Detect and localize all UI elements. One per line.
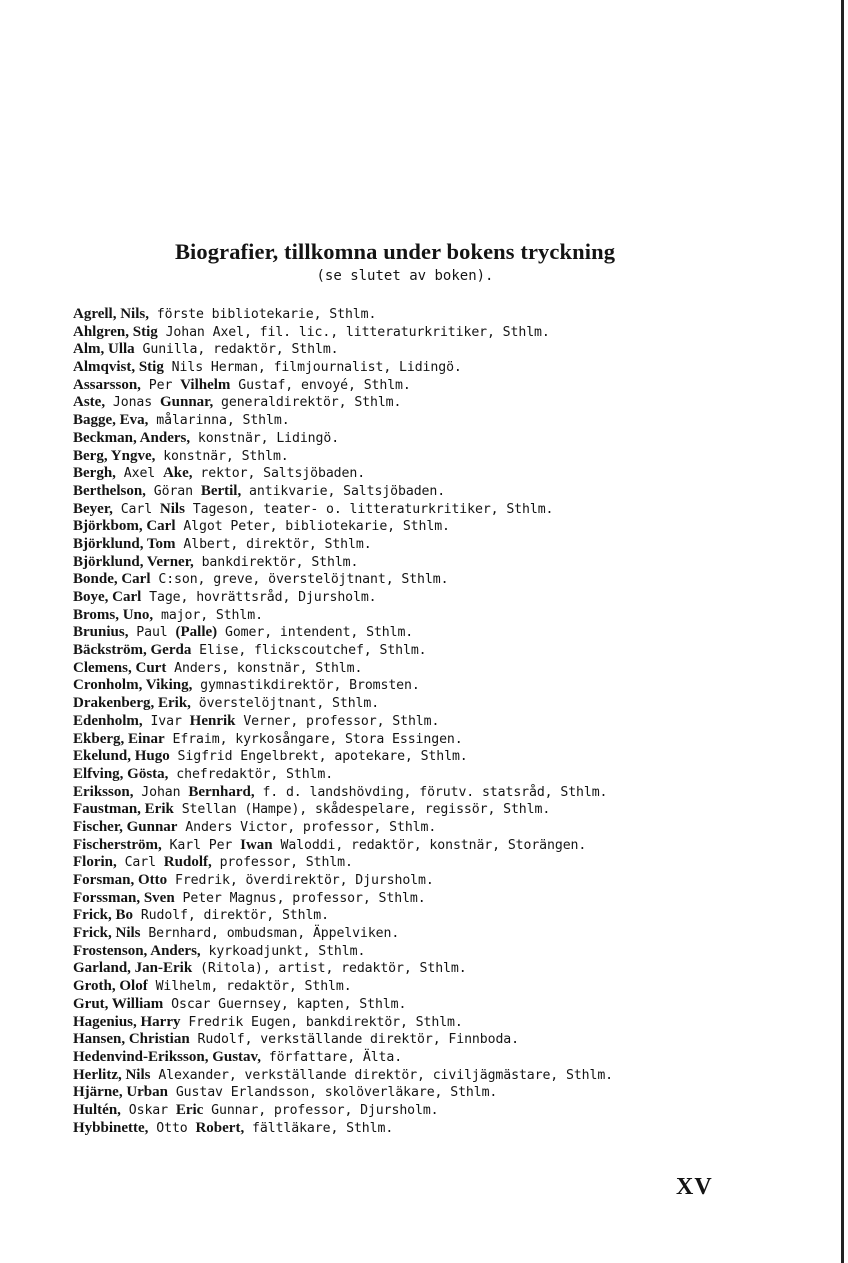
entry-text: Albert, direktör, Sthlm. [175,536,372,552]
entry-name-bold: Hybbinette, [73,1119,149,1136]
biography-entry [73,713,773,731]
entry-name-bold: Hjärne, Urban [73,1084,168,1101]
biography-entry [73,324,773,342]
entry-name-bold: (Palle) [175,624,218,641]
entry-text: Algot Peter, bibliotekarie, Sthlm. [175,519,450,535]
biography-entry [73,518,773,536]
entry-text: konstnär, Lidingö. [190,430,340,446]
biography-entry [73,872,773,890]
biography-entry [73,359,773,377]
entry-name-bold: Groth, Olof [73,978,148,995]
biography-entry [73,1084,773,1102]
entry-name-bold: Frick, Nils [73,925,141,942]
entry-text: Gomer, intendent, Sthlm. [217,625,414,641]
entry-text: överstelöjtnant, Sthlm. [190,696,380,712]
entry-name-bold: Fischerström, [73,836,162,853]
entry-name-bold: Rudolf, [163,854,212,871]
entry-text: Otto [148,1120,196,1136]
entry-text: Rudolf, direktör, Sthlm. [133,908,329,924]
page-edge [841,0,844,1263]
entry-name-bold: Vilhelm [180,376,231,393]
entry-name-bold: Grut, William [73,995,164,1012]
entry-text: Stellan (Hampe), skådespelare, regissör, Sthlm. [173,802,551,818]
entry-text: Fredrik, överdirektör, Djursholm. [167,873,434,888]
entry-name-bold: Frostenson, Anders, [73,942,201,959]
entry-text: Gustav Erlandsson, skolöverläkare, Sthlm. [168,1085,498,1101]
entry-text: Per [140,377,181,393]
entry-name-bold: Henrik [189,712,236,729]
biography-entry [73,677,773,695]
entry-name-bold: Almqvist, Stig [73,359,164,376]
biography-list [73,306,773,1137]
entry-text: Carl [116,855,164,871]
entry-text: Bernhard, ombudsman, Äppelviken. [140,926,400,942]
entry-text: Paul [128,625,176,641]
page-number: XV [676,1174,713,1200]
entry-text: Oskar [120,1102,176,1118]
entry-name-bold: Hultén, [73,1101,121,1118]
entry-text: Rudolf, verkställande direktör, Finnboda. [189,1032,519,1048]
entry-text: Gunnar, professor, Djursholm. [203,1102,439,1118]
page-title: Biografier, tillkomna under bokens tryckning [174,239,616,264]
entry-name-bold: Clemens, Curt [73,659,167,676]
entry-name-bold: Hansen, Christian [73,1031,190,1048]
entry-name-bold: Boye, Carl [73,589,142,605]
entry-name-bold: Berg, Yngve, [73,447,156,464]
entry-name-bold: Bonde, Carl [73,571,151,588]
entry-text: förste bibliotekarie, Sthlm. [148,307,377,322]
biography-entry [73,695,773,713]
entry-text: chefredaktör, Sthlm. [168,766,334,782]
entry-text: Gunilla, redaktör, Sthlm. [134,342,339,358]
biography-entry [73,341,773,359]
entry-name-bold: Beyer, [73,500,113,517]
entry-name-bold: Hagenius, Harry [73,1013,181,1030]
entry-text: Nils Herman, filmjournalist, Lidingö. [163,360,462,376]
biography-entry [73,448,773,466]
entry-name-bold: Edenholm, [73,712,143,729]
entry-text: rektor, Saltsjöbaden. [192,466,366,482]
entry-text: bankdirektör, Sthlm. [193,554,359,570]
entry-name-bold: Robert, [195,1119,245,1136]
entry-name-bold: Aste, [73,394,106,411]
entry-text: konstnär, Sthlm. [155,448,289,464]
entry-name-bold: Bertil, [200,482,242,499]
entry-name-bold: Florin, [73,854,117,871]
biography-entry [73,501,773,519]
biography-entry [73,589,773,607]
biography-entry [73,377,773,395]
page-subtitle: (se slutet av boken). [316,268,494,284]
entry-name-bold: Eric [175,1101,204,1118]
biography-entry [73,819,773,837]
entry-text: Alexander, verkställande direktör, civiljägmästare, Sthlm. [150,1067,614,1083]
entry-name-bold: Assarsson, [73,376,141,393]
entry-text: professor, Sthlm. [211,855,353,871]
entry-name-bold: Bäckström, Gerda [73,642,192,659]
entry-name-bold: Hedenvind-Eriksson, Gustav, [73,1048,261,1065]
entry-text: Gustaf, envoyé, Sthlm. [230,377,411,393]
biography-entry [73,978,773,996]
entry-text: kyrkoadjunkt, Sthlm. [200,943,366,959]
entry-text: Axel [115,466,163,482]
entry-text: Elise, flickscoutchef, Sthlm. [191,643,427,659]
biography-entry [73,801,773,819]
entry-name-bold: Forssman, Sven [73,889,175,906]
biography-entry [73,536,773,554]
entry-name-bold: Faustman, Erik [73,801,174,818]
biography-entry [73,766,773,784]
entry-name-bold: Broms, Uno, [73,606,154,623]
entry-text: Ivar [142,713,190,729]
biography-entry [73,1102,773,1120]
entry-text: Karl Per [161,837,241,853]
page-heading [0,238,790,286]
biography-entry [73,1067,773,1085]
entry-name-bold: Drakenberg, Erik, [73,695,191,712]
entry-name-bold: Ake, [162,465,193,482]
entry-name-bold: Björklund, Verner, [73,553,194,570]
entry-text: Tageson, teater- o. litteraturkritiker, Sthlm. [184,501,554,517]
entry-name-bold: Bernhard, [188,783,255,800]
biography-entry [73,925,773,943]
biography-entry [73,890,773,908]
entry-text: (Ritola), artist, redaktör, Sthlm. [192,961,467,977]
entry-text: Peter Magnus, professor, Sthlm. [174,890,426,906]
entry-text: Waloddi, redaktör, konstnär, Storängen. [272,837,587,853]
entry-text: Jonas [105,395,160,411]
biography-entry [73,907,773,925]
biography-entry [73,483,773,501]
entry-name-bold: Iwan [240,836,273,853]
biography-entry [73,784,773,802]
entry-text: Anders, konstnär, Sthlm. [166,660,363,676]
entry-text: fältläkare, Sthlm. [244,1120,394,1136]
entry-text: Verner, professor, Sthlm. [235,713,440,729]
biography-entry [73,943,773,961]
biography-entry [73,960,773,978]
biography-entry [73,394,773,412]
entry-name-bold: Brunius, [73,624,129,641]
entry-text: Johan Axel, fil. lic., litteraturkritiker, Sthlm. [157,324,550,340]
biography-entry [73,854,773,872]
biography-entry [73,554,773,572]
entry-text: målarinna, Sthlm. [148,413,290,429]
entry-text: Sigfrid Engelbrekt, apotekare, Sthlm. [169,749,468,765]
entry-name-bold: Ahlgren, Stig [73,323,158,340]
biography-entry [73,1031,773,1049]
entry-name-bold: Garland, Jan-Erik [73,960,193,977]
entry-text: Göran [145,483,201,499]
biography-entry [73,306,773,324]
entry-text: C:son, greve, överstelöjtnant, Sthlm. [150,572,449,588]
biography-entry [73,660,773,678]
biography-entry [73,642,773,660]
entry-name-bold: Eriksson, [73,783,134,800]
entry-name-bold: Bagge, Eva, [73,412,149,429]
biography-entry [73,837,773,855]
entry-name-bold: Bergh, [73,465,116,482]
entry-text: generaldirektör, Sthlm. [213,395,402,411]
biography-entry [73,748,773,766]
entry-text: Oscar Guernsey, kapten, Sthlm. [163,996,407,1012]
entry-name-bold: Nils [159,500,185,517]
entry-name-bold: Cronholm, Viking, [73,677,193,694]
entry-text: gymnastikdirektör, Bromsten. [192,678,420,694]
entry-name-bold: Beckman, Anders, [73,429,191,446]
entry-name-bold: Alm, Ulla [73,341,135,358]
biography-entry [73,1049,773,1067]
entry-name-bold: Björkbom, Carl [73,518,176,535]
entry-text: författare, Älta. [260,1049,403,1065]
entry-name-bold: Forsman, Otto [73,872,168,888]
biography-entry [73,996,773,1014]
entry-name-bold: Ekberg, Einar [73,730,165,747]
entry-text: Wilhelm, redaktör, Sthlm. [147,979,352,995]
entry-name-bold: Agrell, Nils, [73,306,149,322]
entry-text: Anders Victor, professor, Sthlm. [177,819,437,835]
biography-entry [73,430,773,448]
entry-name-bold: Ekelund, Hugo [73,748,170,765]
biography-entry [73,1014,773,1032]
entry-text: major, Sthlm. [153,607,263,623]
biography-entry [73,624,773,642]
biography-entry [73,412,773,430]
entry-name-bold: Berthelson, [73,482,146,499]
biography-entry [73,731,773,749]
entry-text: antikvarie, Saltsjöbaden. [241,483,446,499]
biography-entry [73,571,773,589]
entry-name-bold: Herlitz, Nils [73,1066,151,1083]
biography-entry [73,1120,773,1138]
biography-entry [73,465,773,483]
entry-text: Fredrik Eugen, bankdirektör, Sthlm. [180,1014,463,1030]
entry-text: Tage, hovrättsråd, Djursholm. [141,590,377,605]
entry-text: Johan [133,784,189,800]
entry-text: f. d. landshövding, förutv. statsråd, Sthlm. [254,784,608,800]
entry-name-bold: Gunnar, [159,394,214,411]
biography-entry [73,607,773,625]
entry-name-bold: Frick, Bo [73,907,133,924]
entry-name-bold: Björklund, Tom [73,535,176,552]
entry-text: Carl [112,501,160,517]
entry-text: Efraim, kyrkosångare, Stora Essingen. [164,731,463,747]
entry-name-bold: Elfving, Gösta, [73,765,169,782]
entry-name-bold: Fischer, Gunnar [73,818,178,835]
